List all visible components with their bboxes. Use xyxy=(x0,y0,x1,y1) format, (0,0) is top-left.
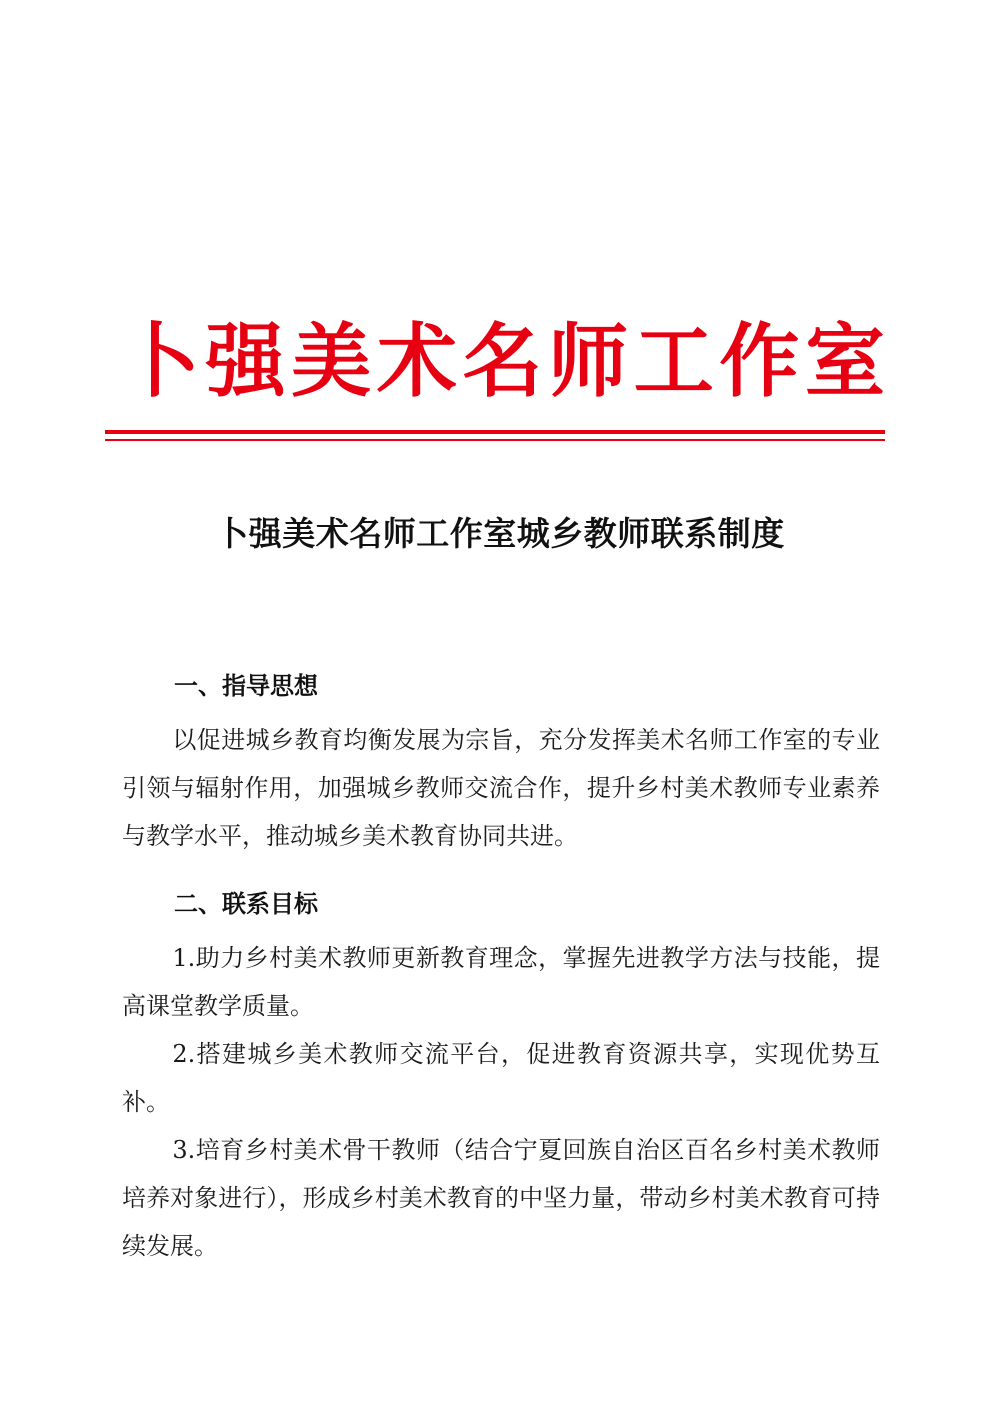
masthead-divider-thin xyxy=(105,439,885,441)
masthead-divider-thick xyxy=(105,430,885,434)
section-heading: 二、联系目标 xyxy=(174,890,318,918)
masthead-char: 名 xyxy=(462,315,543,408)
paragraph: 2.搭建城乡美术教师交流平台，促进教育资源共享，实现优势互补。 xyxy=(122,1040,880,1116)
masthead-char: 室 xyxy=(805,315,885,408)
masthead-char: 强 xyxy=(205,315,286,408)
masthead-char: 卜 xyxy=(120,315,200,408)
masthead-char: 师 xyxy=(548,315,629,408)
document-title: 卜强美术名师工作室城乡教师联系制度 xyxy=(215,514,785,553)
paragraph: 以促进城乡教育均衡发展为宗旨，充分发挥美术名师工作室的专业引领与辐射作用，加强城乡教师交流合作，提升乡村美术教师专业素养与教学水平，推动城乡美术教育协同共进。 xyxy=(122,726,880,850)
masthead-char: 工 xyxy=(633,315,714,408)
paragraph: 1.助力乡村美术教师更新教育理念，掌握先进教学方法与技能，提高课堂教学质量。 xyxy=(122,944,880,1020)
masthead-title xyxy=(120,312,885,412)
section-heading: 一、指导思想 xyxy=(174,672,318,700)
masthead-char: 美 xyxy=(291,315,372,408)
document-body xyxy=(122,666,880,1270)
paragraph: 3.培育乡村美术骨干教师（结合宁夏回族自治区百名乡村美术教师培养对象进行），形成乡村美术教育的中坚力量，带动乡村美术教育可持续发展。 xyxy=(122,1136,880,1260)
masthead-char: 作 xyxy=(719,315,800,408)
masthead-char: 术 xyxy=(376,315,457,408)
